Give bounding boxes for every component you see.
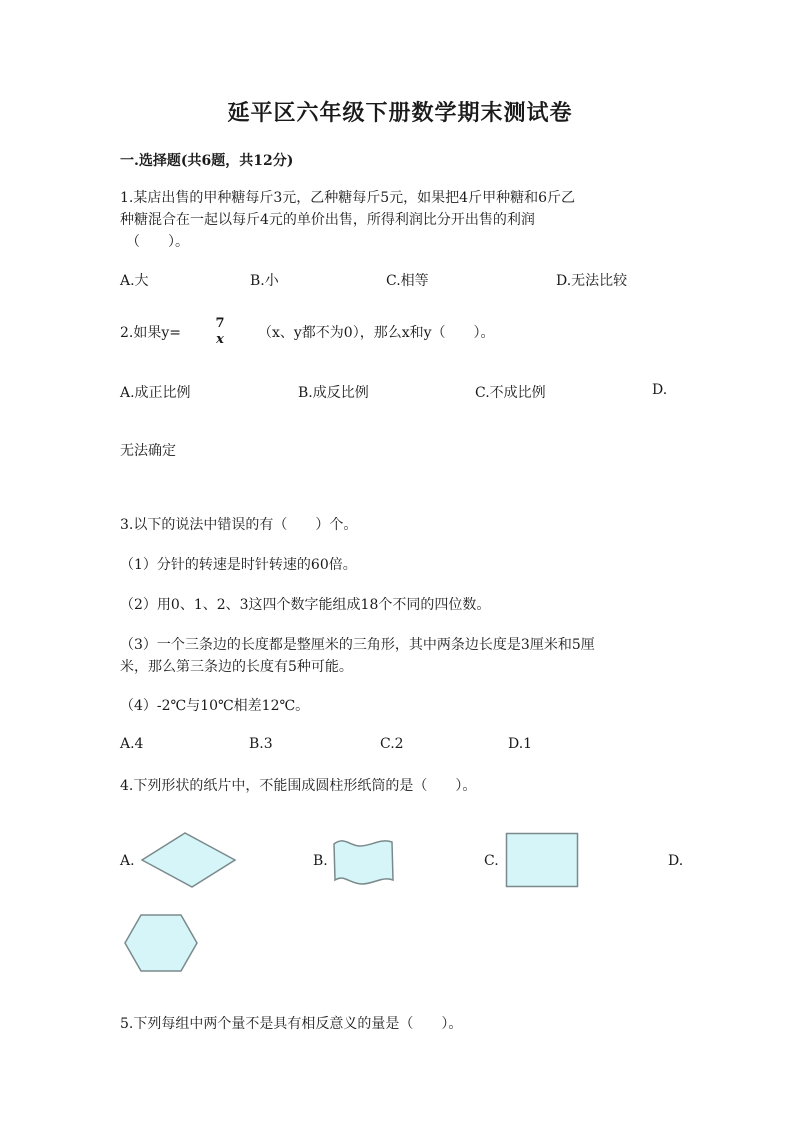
q2-option-b[interactable]: B.成反比例	[298, 385, 369, 401]
q4-rectangle-shape	[505, 832, 579, 888]
q4-rhombus-shape	[140, 830, 238, 890]
q3-statement-2: （2）用0、1、2、3这四个数字能组成18个不同的四位数。	[120, 597, 491, 613]
q1-line-1: 1.某店出售的甲种糖每斤3元，乙种糖每斤5元，如果把4斤甲种糖和6斤乙	[120, 190, 575, 206]
q1-option-a[interactable]: A.大	[120, 273, 149, 289]
q2-option-c[interactable]: C.不成比例	[475, 385, 546, 401]
q1-option-c[interactable]: C.相等	[386, 273, 429, 289]
q1-line-3: （ ）。	[126, 234, 189, 250]
q3-option-d[interactable]: D.1	[508, 736, 533, 752]
q2-suffix: （x、y都不为0），那么x和y（ ）。	[258, 325, 495, 341]
q4-wavy-parallelogram-shape	[330, 836, 396, 888]
section-heading: 一.选择题(共6题，共12分)	[120, 153, 294, 169]
q3-statement-3-line-2: 米，那么第三条边的长度有5种可能。	[120, 659, 353, 675]
q2-option-d[interactable]: D.	[652, 382, 668, 398]
q3-statement-4: （4）-2℃与10℃相差12℃。	[120, 698, 310, 714]
q5-stem: 5.下列每组中两个量不是具有相反意义的量是（ ）。	[120, 1016, 463, 1032]
q3-stem: 3.以下的说法中错误的有（ ）个。	[120, 517, 358, 533]
q1-option-d[interactable]: D.无法比较	[556, 273, 628, 289]
q2-option-d-text: 无法确定	[120, 443, 176, 459]
q1-option-b[interactable]: B.小	[250, 273, 279, 289]
q4-option-b[interactable]: B.	[313, 853, 328, 869]
q4-hexagon-shape	[123, 913, 199, 973]
q4-stem: 4.下列形状的纸片中，不能围成圆柱形纸筒的是（ ）。	[120, 778, 477, 794]
q3-option-a[interactable]: A.4	[120, 736, 144, 752]
page-title: 延平区六年级下册数学期末测试卷	[227, 100, 573, 126]
q4-option-a[interactable]: A.	[120, 853, 135, 869]
q3-option-c[interactable]: C.2	[380, 736, 404, 752]
q1-line-2: 种糖混合在一起以每斤4元的单价出售，所得利润比分开出售的利润	[120, 212, 535, 228]
q2-prefix: 2.如果y=	[120, 325, 181, 341]
q2-fraction-numerator: 7	[215, 316, 225, 331]
q3-option-b[interactable]: B.3	[249, 736, 273, 752]
q2-fraction-denominator: x	[216, 332, 224, 347]
q2-option-a[interactable]: A.成正比例	[120, 385, 191, 401]
q4-option-d[interactable]: D.	[668, 853, 684, 869]
q4-option-c[interactable]: C.	[484, 853, 499, 869]
q3-statement-3-line-1: （3）一个三条边的长度都是整厘米的三角形，其中两条边长度是3厘米和5厘	[120, 637, 595, 653]
q3-statement-1: （1）分针的转速是时针转速的60倍。	[120, 557, 357, 573]
q2-fraction	[208, 316, 232, 348]
